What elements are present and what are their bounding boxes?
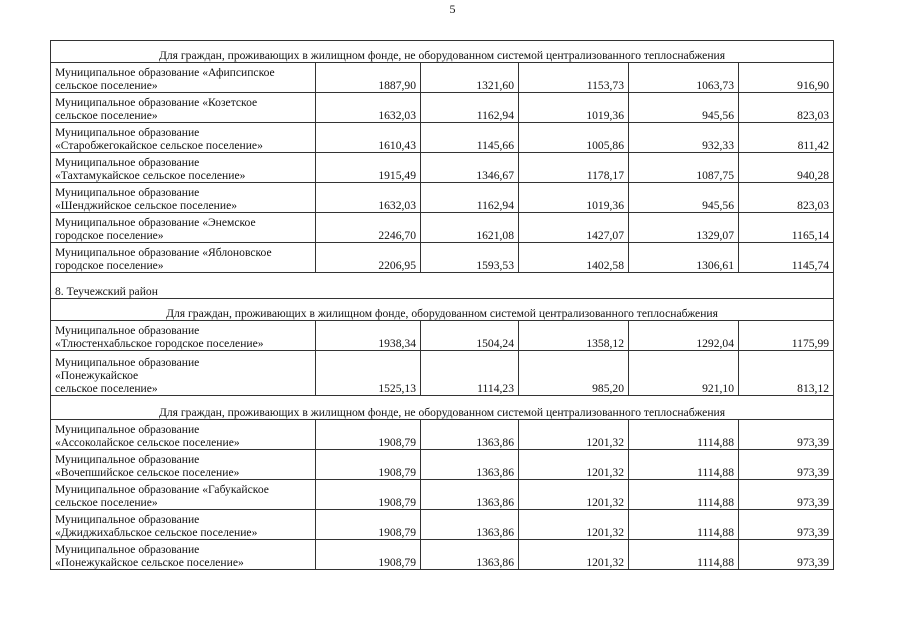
tariff-value: 1908,79	[316, 450, 421, 480]
tariff-value: 1610,43	[316, 123, 421, 153]
page-number: 5	[449, 2, 456, 16]
tariff-value: 1153,73	[519, 63, 629, 93]
tariff-value: 973,39	[739, 540, 834, 570]
section-header: Для граждан, проживающих в жилищном фонде, оборудованном системой централизованного теплоснабжения	[51, 299, 834, 321]
tariff-value: 1162,94	[421, 93, 519, 123]
tariff-value: 1114,23	[421, 351, 519, 396]
tariff-value: 1201,32	[519, 450, 629, 480]
tariff-table	[50, 40, 834, 570]
tariff-value: 823,03	[739, 183, 834, 213]
tariff-value: 921,10	[629, 351, 739, 396]
tariff-value: 1525,13	[316, 351, 421, 396]
tariff-value: 940,28	[739, 153, 834, 183]
tariff-value: 1887,90	[316, 63, 421, 93]
tariff-value: 1114,88	[629, 510, 739, 540]
tariff-value: 945,56	[629, 93, 739, 123]
tariff-value: 1346,67	[421, 153, 519, 183]
district-title: 8. Теучежский район	[51, 273, 834, 299]
tariff-value: 985,20	[519, 351, 629, 396]
tariff-value: 1908,79	[316, 510, 421, 540]
tariff-value: 1908,79	[316, 480, 421, 510]
tariff-value: 1632,03	[316, 183, 421, 213]
table-row	[51, 63, 834, 93]
tariff-value: 823,03	[739, 93, 834, 123]
section-header: Для граждан, проживающих в жилищном фонде, не оборудованном системой централизованного теплоснабжения	[51, 41, 834, 63]
table-row	[51, 93, 834, 123]
tariff-value: 1087,75	[629, 153, 739, 183]
tariff-value: 2206,95	[316, 243, 421, 273]
table-row	[51, 243, 834, 273]
section-header-row	[51, 41, 834, 63]
tariff-value: 973,39	[739, 420, 834, 450]
table-row	[51, 510, 834, 540]
table-row	[51, 351, 834, 396]
tariff-value: 973,39	[739, 510, 834, 540]
tariff-value: 1363,86	[421, 420, 519, 450]
table-row	[51, 540, 834, 570]
tariff-value: 1915,49	[316, 153, 421, 183]
tariff-value: 1114,88	[629, 420, 739, 450]
tariff-value: 1621,08	[421, 213, 519, 243]
tariff-value: 1363,86	[421, 480, 519, 510]
tariff-value: 973,39	[739, 480, 834, 510]
tariff-value: 1145,66	[421, 123, 519, 153]
tariff-value: 1178,17	[519, 153, 629, 183]
municipality-name: Муниципальное образование «Яблоновское городское поселение»	[51, 243, 316, 273]
tariff-value: 973,39	[739, 450, 834, 480]
section-header: Для граждан, проживающих в жилищном фонде, не оборудованном системой централизованного теплоснабжения	[51, 396, 834, 420]
tariff-value: 1114,88	[629, 480, 739, 510]
municipality-name: Муниципальное образование «Понежукайское сельское поселение»	[51, 540, 316, 570]
table-row	[51, 153, 834, 183]
tariff-value: 1175,99	[739, 321, 834, 351]
municipality-name: Муниципальное образование «Ассоколайское сельское поселение»	[51, 420, 316, 450]
tariff-value: 1908,79	[316, 540, 421, 570]
tariff-value: 1329,07	[629, 213, 739, 243]
municipality-name: Муниципальное образование «Тахтамукайское сельское поселение»	[51, 153, 316, 183]
tariff-value: 1908,79	[316, 420, 421, 450]
municipality-name: Муниципальное образование «Шенджийское сельское поселение»	[51, 183, 316, 213]
tariff-value: 1114,88	[629, 450, 739, 480]
tariff-value: 945,56	[629, 183, 739, 213]
municipality-name: Муниципальное образование «Старобжегокайское сельское поселение»	[51, 123, 316, 153]
municipality-name: Муниципальное образование «Козетское сельское поселение»	[51, 93, 316, 123]
tariff-value: 1114,88	[629, 540, 739, 570]
table-row	[51, 450, 834, 480]
tariff-value: 1402,58	[519, 243, 629, 273]
tariff-value: 1005,86	[519, 123, 629, 153]
municipality-name: Муниципальное образование «Тлюстенхабльское городское поселение»	[51, 321, 316, 351]
tariff-value: 1162,94	[421, 183, 519, 213]
table-row	[51, 480, 834, 510]
tariff-value: 1306,61	[629, 243, 739, 273]
municipality-name: Муниципальное образование «Понежукайское сельское поселение»	[51, 351, 316, 396]
tariff-value: 813,12	[739, 351, 834, 396]
tariff-value: 1145,74	[739, 243, 834, 273]
tariff-value: 1201,32	[519, 540, 629, 570]
section-header-row	[51, 396, 834, 420]
tariff-value: 1363,86	[421, 510, 519, 540]
tariff-value: 1019,36	[519, 93, 629, 123]
tariff-value: 1201,32	[519, 510, 629, 540]
tariff-value: 1321,60	[421, 63, 519, 93]
municipality-name: Муниципальное образование «Джиджихабльское сельское поселение»	[51, 510, 316, 540]
municipality-name: Муниципальное образование «Афипсипское сельское поселение»	[51, 63, 316, 93]
table-row	[51, 213, 834, 243]
tariff-value: 1632,03	[316, 93, 421, 123]
tariff-value: 932,33	[629, 123, 739, 153]
tariff-value: 1201,32	[519, 480, 629, 510]
tariff-value: 1504,24	[421, 321, 519, 351]
tariff-value: 1593,53	[421, 243, 519, 273]
tariff-value: 1019,36	[519, 183, 629, 213]
tariff-value: 1938,34	[316, 321, 421, 351]
table-row	[51, 420, 834, 450]
tariff-value: 1292,04	[629, 321, 739, 351]
tariff-value: 811,42	[739, 123, 834, 153]
municipality-name: Муниципальное образование «Вочепшийское сельское поселение»	[51, 450, 316, 480]
section-header-row	[51, 299, 834, 321]
tariff-value: 916,90	[739, 63, 834, 93]
table-row	[51, 321, 834, 351]
municipality-name: Муниципальное образование «Энемское городское поселение»	[51, 213, 316, 243]
tariff-value: 1063,73	[629, 63, 739, 93]
tariff-value: 1201,32	[519, 420, 629, 450]
tariff-value: 1427,07	[519, 213, 629, 243]
tariff-value: 1363,86	[421, 450, 519, 480]
table-row	[51, 123, 834, 153]
tariff-value: 1358,12	[519, 321, 629, 351]
district-row	[51, 273, 834, 299]
table-row	[51, 183, 834, 213]
tariff-value: 2246,70	[316, 213, 421, 243]
tariff-value: 1363,86	[421, 540, 519, 570]
municipality-name: Муниципальное образование «Габукайское сельское поселение»	[51, 480, 316, 510]
tariff-value: 1165,14	[739, 213, 834, 243]
